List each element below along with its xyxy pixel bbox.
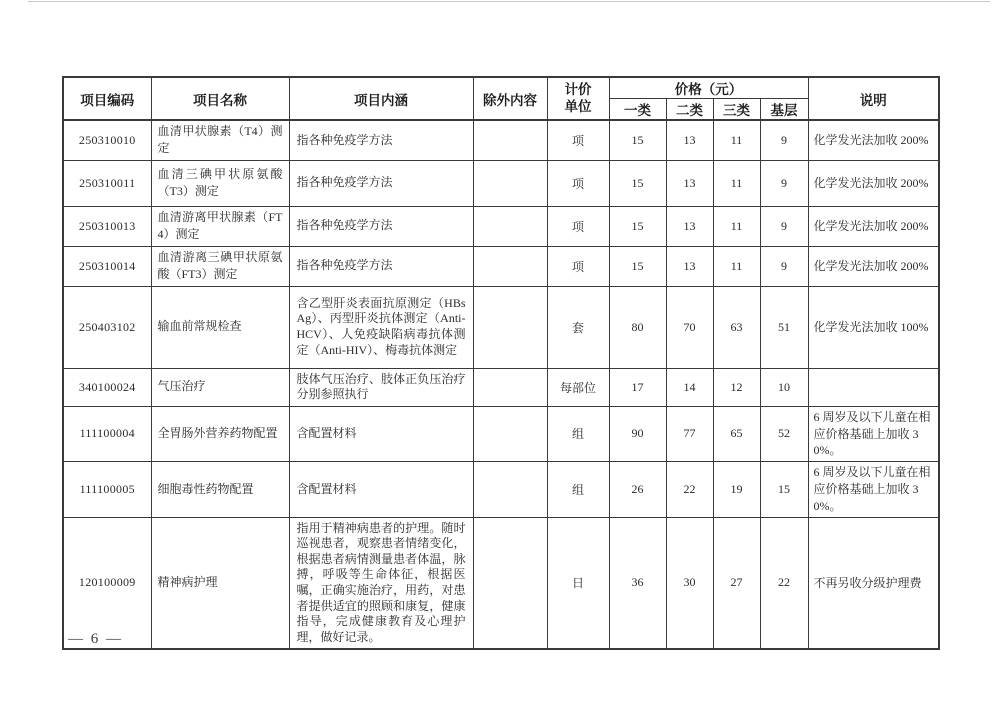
cell-excluded-content: [473, 120, 547, 160]
cell-price-class-2: 13: [666, 120, 713, 160]
cell-project-name: 血清三碘甲状原氨酸（T3）测定: [151, 160, 289, 206]
cell-project-content: 指各种免疫学方法: [289, 246, 473, 286]
cell-project-code: 250310011: [63, 160, 151, 206]
cell-project-code: 111100005: [63, 462, 151, 517]
cell-note: [808, 368, 939, 406]
cell-price-class-4: 15: [760, 462, 808, 517]
table-row: [63, 406, 939, 461]
cell-price-class-3: 65: [713, 406, 760, 461]
medical-price-table: [62, 76, 940, 650]
cell-project-code: 111100004: [63, 406, 151, 461]
cell-price-class-3: 12: [713, 368, 760, 406]
cell-note: 化学发光法加收 200%: [808, 246, 939, 286]
header-content: 项目内涵: [289, 77, 473, 120]
cell-note: 不再另收分级护理费: [808, 517, 939, 649]
header-excluded: 除外内容: [473, 77, 547, 120]
cell-price-class-1: 80: [609, 286, 666, 368]
cell-note: 化学发光法加收 200%: [808, 160, 939, 206]
cell-price-class-1: 90: [609, 406, 666, 461]
table-header: [63, 77, 939, 120]
cell-price-class-3: 27: [713, 517, 760, 649]
cell-price-class-2: 70: [666, 286, 713, 368]
cell-project-content: 指用于精神病患者的护理。随时巡视患者，观察患者情绪变化，根据患者病情测量患者体温，脉搏，呼吸等生命体征，根据医嘱，正确实施治疗，用药，对患者提供适宜的照顾和康复，健康指导，完成健康教育及心理护理，做好记录。: [289, 517, 473, 649]
cell-project-name: 气压治疗: [151, 368, 289, 406]
cell-price-class-4: 22: [760, 517, 808, 649]
cell-project-code: 340100024: [63, 368, 151, 406]
cell-pricing-unit: 每部位: [547, 368, 609, 406]
cell-project-content: 含配置材料: [289, 462, 473, 517]
scan-edge-line: [28, 1, 990, 2]
table-row: [63, 246, 939, 286]
cell-excluded-content: [473, 206, 547, 246]
table-row: [63, 120, 939, 160]
cell-pricing-unit: 组: [547, 406, 609, 461]
cell-project-content: 指各种免疫学方法: [289, 160, 473, 206]
cell-price-class-2: 30: [666, 517, 713, 649]
cell-price-class-4: 9: [760, 120, 808, 160]
cell-price-class-4: 10: [760, 368, 808, 406]
cell-project-name: 精神病护理: [151, 517, 289, 649]
cell-project-code: 250310010: [63, 120, 151, 160]
cell-price-class-1: 36: [609, 517, 666, 649]
cell-price-class-2: 13: [666, 246, 713, 286]
cell-price-class-3: 11: [713, 160, 760, 206]
table-row: [63, 368, 939, 406]
cell-price-class-3: 19: [713, 462, 760, 517]
header-code: 项目编码: [63, 77, 151, 120]
cell-price-class-3: 11: [713, 246, 760, 286]
cell-price-class-2: 13: [666, 206, 713, 246]
cell-project-name: 血清游离三碘甲状原氨酸（FT3）测定: [151, 246, 289, 286]
cell-excluded-content: [473, 368, 547, 406]
cell-project-code: 250310014: [63, 246, 151, 286]
cell-price-class-1: 15: [609, 246, 666, 286]
cell-price-class-1: 15: [609, 120, 666, 160]
cell-price-class-3: 11: [713, 206, 760, 246]
cell-pricing-unit: 项: [547, 120, 609, 160]
header-price-class-2: 二类: [666, 99, 713, 121]
cell-price-class-4: 9: [760, 246, 808, 286]
cell-note: 化学发光法加收 100%: [808, 286, 939, 368]
table-row: [63, 462, 939, 517]
cell-pricing-unit: 日: [547, 517, 609, 649]
table-body: [63, 120, 939, 649]
cell-price-class-2: 13: [666, 160, 713, 206]
cell-note: 化学发光法加收 200%: [808, 120, 939, 160]
cell-price-class-4: 52: [760, 406, 808, 461]
header-name: 项目名称: [151, 77, 289, 120]
cell-pricing-unit: 项: [547, 206, 609, 246]
cell-pricing-unit: 套: [547, 286, 609, 368]
cell-note: 6 周岁及以下儿童在相应价格基础上加收 30%。: [808, 406, 939, 461]
header-price-group: 价格（元）: [609, 77, 808, 99]
table-row: [63, 286, 939, 368]
page-number: — 6 —: [68, 631, 123, 647]
cell-price-class-1: 26: [609, 462, 666, 517]
cell-excluded-content: [473, 462, 547, 517]
cell-price-class-4: 9: [760, 160, 808, 206]
cell-pricing-unit: 项: [547, 160, 609, 206]
cell-project-content: 含乙型肝炎表面抗原测定（HBsAg）、丙型肝炎抗体测定（Anti-HCV）、人免疫缺陷病毒抗体测定（Anti-HIV）、梅毒抗体测定: [289, 286, 473, 368]
cell-price-class-2: 77: [666, 406, 713, 461]
cell-price-class-1: 15: [609, 206, 666, 246]
header-price-class-4: 基层: [760, 99, 808, 121]
cell-project-code: 250403102: [63, 286, 151, 368]
cell-price-class-1: 17: [609, 368, 666, 406]
header-note: 说明: [808, 77, 939, 120]
cell-project-code: 250310013: [63, 206, 151, 246]
cell-excluded-content: [473, 406, 547, 461]
cell-project-code: 120100009: [63, 517, 151, 649]
cell-price-class-4: 51: [760, 286, 808, 368]
cell-excluded-content: [473, 517, 547, 649]
header-unit: 计价单位: [547, 77, 609, 120]
cell-pricing-unit: 项: [547, 246, 609, 286]
table-row: [63, 206, 939, 246]
cell-price-class-1: 15: [609, 160, 666, 206]
header-price-class-3: 三类: [713, 99, 760, 121]
cell-pricing-unit: 组: [547, 462, 609, 517]
cell-project-content: 指各种免疫学方法: [289, 120, 473, 160]
table-row: [63, 517, 939, 649]
cell-project-name: 输血前常规检查: [151, 286, 289, 368]
cell-project-name: 血清游离甲状腺素（FT4）测定: [151, 206, 289, 246]
cell-project-content: 含配置材料: [289, 406, 473, 461]
table-row: [63, 160, 939, 206]
cell-note: 化学发光法加收 200%: [808, 206, 939, 246]
cell-excluded-content: [473, 286, 547, 368]
cell-price-class-2: 14: [666, 368, 713, 406]
cell-project-name: 血清甲状腺素（T4）测定: [151, 120, 289, 160]
medical-price-table-container: [62, 76, 938, 650]
cell-project-content: 指各种免疫学方法: [289, 206, 473, 246]
cell-price-class-3: 11: [713, 120, 760, 160]
cell-note: 6 周岁及以下儿童在相应价格基础上加收 30%。: [808, 462, 939, 517]
cell-excluded-content: [473, 160, 547, 206]
cell-price-class-3: 63: [713, 286, 760, 368]
header-price-class-1: 一类: [609, 99, 666, 121]
cell-project-name: 全胃肠外营养药物配置: [151, 406, 289, 461]
cell-price-class-2: 22: [666, 462, 713, 517]
cell-project-content: 肢体气压治疗、肢体正负压治疗分别参照执行: [289, 368, 473, 406]
cell-project-name: 细胞毒性药物配置: [151, 462, 289, 517]
cell-excluded-content: [473, 246, 547, 286]
cell-price-class-4: 9: [760, 206, 808, 246]
